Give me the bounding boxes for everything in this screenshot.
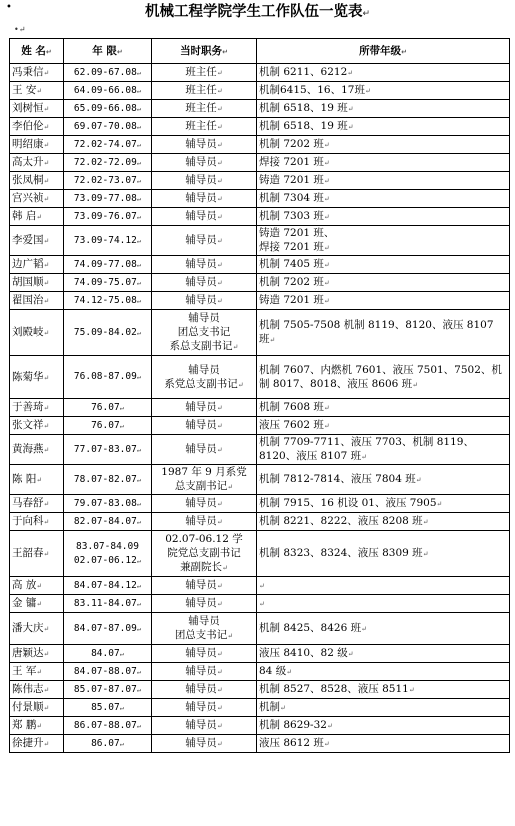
cell-role: 1987 年 9 月系党 总支副书记↵ bbox=[152, 465, 257, 495]
cell-term: 84.07↵ bbox=[64, 645, 152, 663]
cell-name: 唐颖达↵ bbox=[10, 645, 64, 663]
cell-classes: 机制6415、16、17班↵ bbox=[257, 82, 510, 100]
cell-name: 刘殿岐↵ bbox=[10, 310, 64, 356]
paragraph-mark: •↵ bbox=[14, 25, 26, 34]
cell-role: 辅导员↵ bbox=[152, 274, 257, 292]
cell-classes: 机制 6518、19 班↵ bbox=[257, 118, 510, 136]
cell-role: 辅导员↵ bbox=[152, 735, 257, 753]
cell-classes: 机制 7608 班↵ bbox=[257, 399, 510, 417]
title-text: 机械工程学院学生工作队伍一览表 bbox=[144, 4, 363, 20]
cell-role: 辅导员↵ bbox=[152, 154, 257, 172]
cell-term: 73.09-77.08↵ bbox=[64, 190, 152, 208]
cell-name: 王 安↵ bbox=[10, 82, 64, 100]
cell-term: 75.09-84.02↵ bbox=[64, 310, 152, 356]
table-row bbox=[10, 310, 510, 356]
page-title bbox=[0, 0, 515, 26]
cell-classes: 机制 6518、19 班↵ bbox=[257, 100, 510, 118]
table-row bbox=[10, 208, 510, 226]
cell-role: 辅导员↵ bbox=[152, 495, 257, 513]
table-row bbox=[10, 465, 510, 495]
cell-role: 02.07-06.12 学 院党总支副书记 兼副院长↵ bbox=[152, 531, 257, 577]
cell-term: 72.02-73.07↵ bbox=[64, 172, 152, 190]
table-row bbox=[10, 717, 510, 735]
cell-classes: 机制 7812-7814、液压 7804 班↵ bbox=[257, 465, 510, 495]
cell-role: 班主任↵ bbox=[152, 100, 257, 118]
cell-classes: 焊接 7201 班↵ bbox=[257, 154, 510, 172]
table-row bbox=[10, 136, 510, 154]
cell-name: 冯秉信↵ bbox=[10, 64, 64, 82]
cell-classes: 机制↵ bbox=[257, 699, 510, 717]
header-classes: 所带年级↵ bbox=[257, 39, 510, 64]
cell-role: 辅导员↵ bbox=[152, 645, 257, 663]
cell-term: 69.07-70.08↵ bbox=[64, 118, 152, 136]
cell-term: 74.12-75.08↵ bbox=[64, 292, 152, 310]
table-row bbox=[10, 100, 510, 118]
cell-role: 辅导员↵ bbox=[152, 399, 257, 417]
cell-term: 65.09-66.08↵ bbox=[64, 100, 152, 118]
cell-classes: 机制 8527、8528、液压 8511↵ bbox=[257, 681, 510, 699]
cell-classes: ↵ bbox=[257, 577, 510, 595]
cell-name: 高 放↵ bbox=[10, 577, 64, 595]
cell-name: 潘大庆↵ bbox=[10, 613, 64, 645]
table-row bbox=[10, 399, 510, 417]
cell-name: 胡国顺↵ bbox=[10, 274, 64, 292]
cell-term: 86.07↵ bbox=[64, 735, 152, 753]
cell-classes: 机制 7607、内燃机 7601、液压 7501、7502、机制 8017、8018、液压 8606 班↵ bbox=[257, 356, 510, 399]
cell-role: 辅导员 团总支书记 系总支副书记↵ bbox=[152, 310, 257, 356]
cell-role: 辅导员↵ bbox=[152, 681, 257, 699]
cell-term: 83.07-84.09 02.07-06.12↵ bbox=[64, 531, 152, 577]
cell-role: 辅导员↵ bbox=[152, 417, 257, 435]
header-name: 姓 名↵ bbox=[10, 39, 64, 64]
cell-name: 张凤桐↵ bbox=[10, 172, 64, 190]
cell-role: 辅导员 系党总支副书记↵ bbox=[152, 356, 257, 399]
cell-term: 74.09-75.07↵ bbox=[64, 274, 152, 292]
cell-name: 宫兴祯↵ bbox=[10, 190, 64, 208]
bullet-mark: • bbox=[6, 2, 12, 13]
cell-term: 85.07-87.07↵ bbox=[64, 681, 152, 699]
cell-name: 李伯伦↵ bbox=[10, 118, 64, 136]
cell-term: 85.07↵ bbox=[64, 699, 152, 717]
cell-classes: 机制 7709-7711、液压 7703、机制 8119、8120、液压 8107 班↵ bbox=[257, 435, 510, 465]
table-row bbox=[10, 82, 510, 100]
cell-classes: 液压 8410、82 级↵ bbox=[257, 645, 510, 663]
cell-role: 辅导员↵ bbox=[152, 435, 257, 465]
table-row bbox=[10, 172, 510, 190]
cell-role: 辅导员↵ bbox=[152, 663, 257, 681]
cell-name: 马春舒↵ bbox=[10, 495, 64, 513]
table-row bbox=[10, 613, 510, 645]
title-return-mark: ↵ bbox=[362, 9, 371, 19]
cell-name: 王韶春↵ bbox=[10, 531, 64, 577]
cell-classes: 机制 8323、8324、液压 8309 班↵ bbox=[257, 531, 510, 577]
cell-name: 李爱国↵ bbox=[10, 226, 64, 256]
cell-classes: 铸造 7201 班↵ bbox=[257, 172, 510, 190]
cell-name: 黄海燕↵ bbox=[10, 435, 64, 465]
table-row bbox=[10, 735, 510, 753]
cell-role: 辅导员↵ bbox=[152, 699, 257, 717]
header-term: 年 限↵ bbox=[64, 39, 152, 64]
cell-term: 73.09-74.12↵ bbox=[64, 226, 152, 256]
cell-name: 陈菊华↵ bbox=[10, 356, 64, 399]
cell-classes: 机制 7202 班↵ bbox=[257, 136, 510, 154]
cell-classes: 机制 7505-7508 机制 8119、8120、液压 8107 班↵ bbox=[257, 310, 510, 356]
cell-role: 班主任↵ bbox=[152, 82, 257, 100]
cell-term: 84.07-84.12↵ bbox=[64, 577, 152, 595]
cell-term: 72.02-72.09↵ bbox=[64, 154, 152, 172]
table-row bbox=[10, 64, 510, 82]
cell-name: 高太升↵ bbox=[10, 154, 64, 172]
table-row bbox=[10, 226, 510, 256]
cell-term: 76.07↵ bbox=[64, 417, 152, 435]
cell-classes: 铸造 7201 班、 焊接 7201 班↵ bbox=[257, 226, 510, 256]
cell-term: 82.07-84.07↵ bbox=[64, 513, 152, 531]
cell-classes: 机制 7304 班↵ bbox=[257, 190, 510, 208]
cell-role: 辅导员↵ bbox=[152, 190, 257, 208]
cell-term: 64.09-66.08↵ bbox=[64, 82, 152, 100]
cell-term: 86.07-88.07↵ bbox=[64, 717, 152, 735]
cell-classes: 液压 7602 班↵ bbox=[257, 417, 510, 435]
cell-role: 辅导员↵ bbox=[152, 136, 257, 154]
cell-term: 62.09-67.08↵ bbox=[64, 64, 152, 82]
cell-role: 辅导员↵ bbox=[152, 577, 257, 595]
table-row bbox=[10, 495, 510, 513]
staff-table bbox=[9, 38, 510, 753]
cell-term: 83.11-84.07↵ bbox=[64, 595, 152, 613]
table-row bbox=[10, 595, 510, 613]
cell-name: 刘树恒↵ bbox=[10, 100, 64, 118]
cell-term: 72.02-74.07↵ bbox=[64, 136, 152, 154]
cell-role: 辅导员 团总支书记↵ bbox=[152, 613, 257, 645]
cell-term: 79.07-83.08↵ bbox=[64, 495, 152, 513]
cell-classes: 机制 8221、8222、液压 8208 班↵ bbox=[257, 513, 510, 531]
header-role: 当时职务↵ bbox=[152, 39, 257, 64]
cell-classes: 机制 7303 班↵ bbox=[257, 208, 510, 226]
cell-role: 辅导员↵ bbox=[152, 256, 257, 274]
table-row bbox=[10, 577, 510, 595]
cell-classes: 机制 7915、16 机设 01、液压 7905↵ bbox=[257, 495, 510, 513]
cell-classes: 机制 6211、6212↵ bbox=[257, 64, 510, 82]
cell-term: 77.07-83.07↵ bbox=[64, 435, 152, 465]
cell-name: 徐捷升↵ bbox=[10, 735, 64, 753]
cell-role: 辅导员↵ bbox=[152, 717, 257, 735]
cell-role: 辅导员↵ bbox=[152, 172, 257, 190]
cell-role: 班主任↵ bbox=[152, 64, 257, 82]
cell-term: 73.09-76.07↵ bbox=[64, 208, 152, 226]
cell-classes: 液压 8612 班↵ bbox=[257, 735, 510, 753]
cell-name: 张文祥↵ bbox=[10, 417, 64, 435]
cell-term: 84.07-88.07↵ bbox=[64, 663, 152, 681]
table-header-row bbox=[10, 39, 510, 64]
cell-role: 辅导员↵ bbox=[152, 595, 257, 613]
cell-name: 韩 启↵ bbox=[10, 208, 64, 226]
cell-term: 76.08-87.09↵ bbox=[64, 356, 152, 399]
cell-term: 78.07-82.07↵ bbox=[64, 465, 152, 495]
cell-name: 边广韬↵ bbox=[10, 256, 64, 274]
cell-classes: 机制 8629-32↵ bbox=[257, 717, 510, 735]
table-row bbox=[10, 274, 510, 292]
cell-role: 辅导员↵ bbox=[152, 292, 257, 310]
table-row bbox=[10, 118, 510, 136]
cell-name: 郑 鹏↵ bbox=[10, 717, 64, 735]
table-row bbox=[10, 190, 510, 208]
cell-classes: 铸造 7201 班↵ bbox=[257, 292, 510, 310]
table-row bbox=[10, 154, 510, 172]
cell-name: 金 镛↵ bbox=[10, 595, 64, 613]
cell-name: 于善琦↵ bbox=[10, 399, 64, 417]
cell-classes: 机制 7405 班↵ bbox=[257, 256, 510, 274]
table-row bbox=[10, 513, 510, 531]
cell-term: 74.09-77.08↵ bbox=[64, 256, 152, 274]
cell-name: 于向科↵ bbox=[10, 513, 64, 531]
cell-role: 辅导员↵ bbox=[152, 513, 257, 531]
cell-name: 陈 阳↵ bbox=[10, 465, 64, 495]
cell-term: 76.07↵ bbox=[64, 399, 152, 417]
cell-name: 陈伟志↵ bbox=[10, 681, 64, 699]
cell-classes: 机制 7202 班↵ bbox=[257, 274, 510, 292]
cell-classes: 84 级↵ bbox=[257, 663, 510, 681]
table-row bbox=[10, 256, 510, 274]
cell-name: 明绍康↵ bbox=[10, 136, 64, 154]
cell-role: 辅导员↵ bbox=[152, 226, 257, 256]
table-row bbox=[10, 417, 510, 435]
table-row bbox=[10, 292, 510, 310]
table-row bbox=[10, 531, 510, 577]
cell-role: 班主任↵ bbox=[152, 118, 257, 136]
cell-role: 辅导员↵ bbox=[152, 208, 257, 226]
cell-classes: 机制 8425、8426 班↵ bbox=[257, 613, 510, 645]
table-row bbox=[10, 663, 510, 681]
cell-name: 付景顺↵ bbox=[10, 699, 64, 717]
table-row bbox=[10, 681, 510, 699]
cell-classes: ↵ bbox=[257, 595, 510, 613]
table-row bbox=[10, 699, 510, 717]
table-row bbox=[10, 356, 510, 399]
cell-name: 王 军↵ bbox=[10, 663, 64, 681]
table-row bbox=[10, 645, 510, 663]
cell-name: 翟国治↵ bbox=[10, 292, 64, 310]
table-row bbox=[10, 435, 510, 465]
cell-term: 84.07-87.09↵ bbox=[64, 613, 152, 645]
